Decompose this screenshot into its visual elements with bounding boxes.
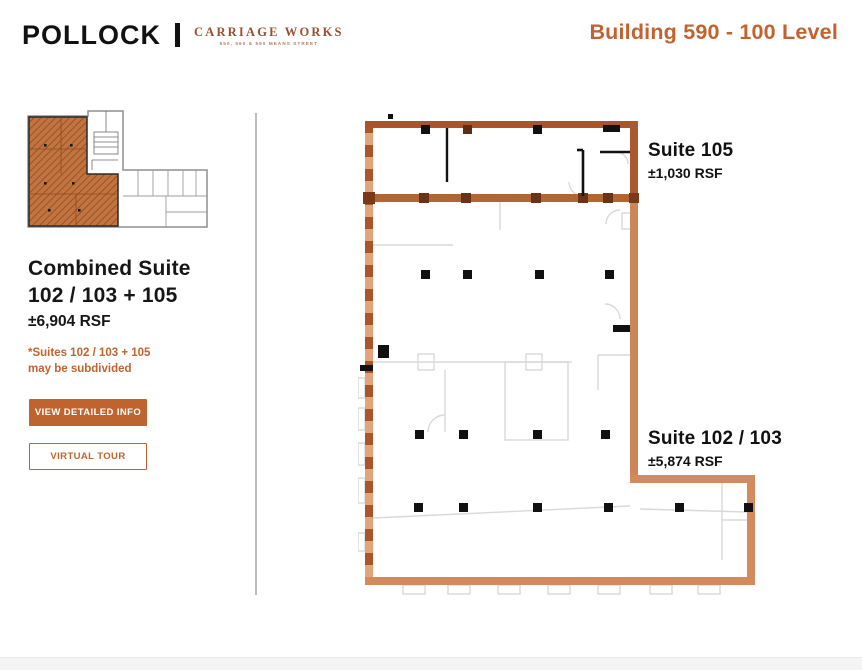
suite-102-103-label [648,429,782,469]
bottom-wall [365,577,755,585]
footer-strip [0,657,862,670]
left-wall [365,121,373,585]
suite-title-line2: 102 / 103 + 105 [28,283,178,307]
suite-102-103-region[interactable] [373,202,755,577]
suite-105-name: Suite 105 [648,140,734,161]
view-detailed-info-button[interactable]: VIEW DETAILED INFO [29,399,147,426]
right-wall-mid [630,203,638,483]
suite-105-size: ±1,030 RSF [648,164,723,181]
suite-102-103-name: Suite 102 / 103 [648,428,782,449]
subdivision-note [28,346,150,377]
brand-secondary-wordmark: CARRIAGE WORKS [194,25,344,39]
brand-separator-bar [175,23,180,47]
main-floorplan-svg [358,108,770,602]
brand-address-tagline: 550, 560 & 590 MEANS STREET [219,41,319,46]
step-wall [630,475,755,483]
suite-title [28,256,191,310]
suite-total-size: ±6,904 RSF [28,313,111,330]
virtual-tour-button[interactable]: VIRTUAL TOUR [29,443,147,470]
top-wall [365,121,638,128]
thumbnail-floorplan-svg [26,104,218,234]
page-title: Building 590 - 100 Level [589,20,838,44]
suite-105-region[interactable] [373,128,630,194]
brand-primary-wordmark: POLLOCK [22,20,161,50]
suite-102-103-size: ±5,874 RSF [648,452,723,469]
subdivision-note-line2: may be subdivided [28,362,132,375]
brand-secondary-lockup [194,26,344,46]
building-thumbnail-map[interactable] [26,104,218,239]
brand-logo[interactable] [22,22,344,49]
sidebar-divider [255,113,257,595]
right-wall-lower [747,475,755,585]
suite-title-line1: Combined Suite [28,257,191,280]
subdivision-note-line1: *Suites 102 / 103 + 105 [28,347,151,359]
suite-105-label [648,141,733,181]
right-wall-upper [630,121,638,203]
